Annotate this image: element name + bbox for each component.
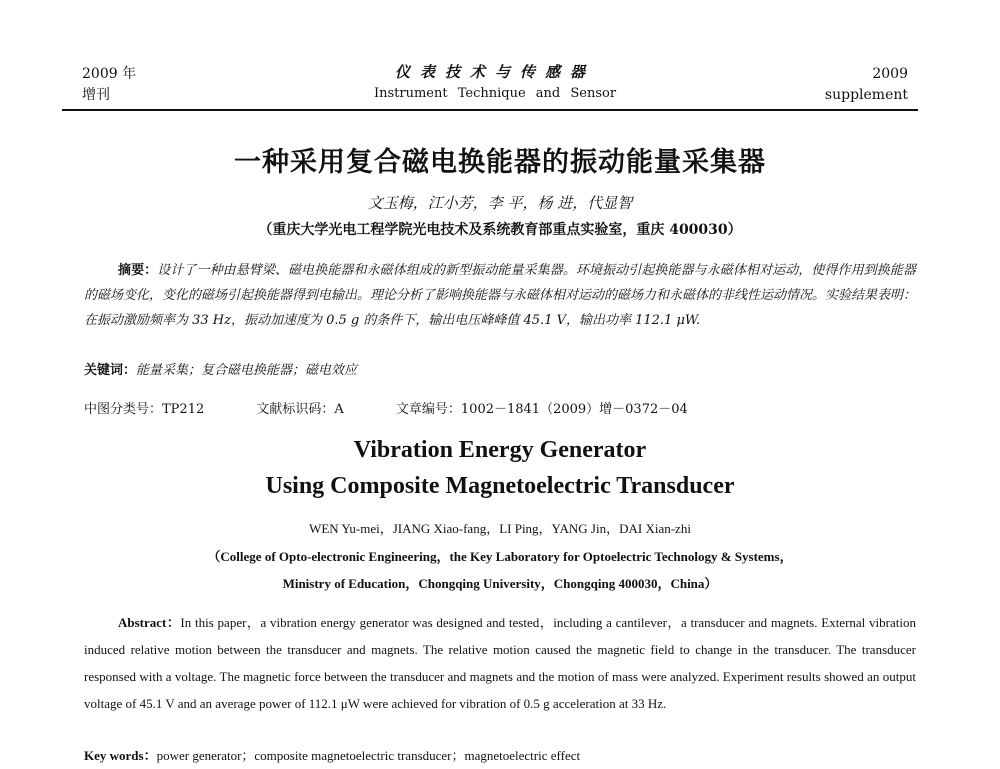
keywords-en-label: Key words： [84,748,157,763]
header-issue: 增刊 [82,87,110,103]
keywords-cn [84,358,916,383]
keywords-en-text: power generator；composite magnetoelectric transducer；magnetoelectric effect [156,748,581,763]
header-rule [62,109,918,111]
affiliation-en-line1: （College of Opto-electronic Engineering，the Key Laboratory for Optoelectric Technology & Systems， [207,549,793,564]
keywords-cn-label: 关键词： [84,363,137,378]
abstract-en-text: In this paper，a vibration energy generator was designed and tested，including a cantilever，a transducer and magnets. External vibration induced relative motion between the transducer and magnets. The relative motion caused the magnetic field to change in the transducer. The transducer responsed with a voltage. The magnetic force between the transducer and magnets and the motion of mass were analyzed. Experiment results showed an output voltage of 45.1 V and an average power of 112.1 μW were achieved for vibration of 0.5 g acceleration at 33 Hz. [84,615,916,711]
header-year-right: 2009 [872,66,908,82]
document-code: 文献标识码：A [256,402,344,417]
abstract-en-label: Abstract： [118,615,181,630]
title-en-line1: Vibration Energy Generator [353,437,647,463]
abstract-cn-text: 设计了一种由悬臂梁、磁电换能器和永磁体组成的新型振动能量采集器。环境振动引起换能器与永磁体相对运动，使得作用到换能器的磁场变化，变化的磁场引起换能器得到电输出。理论分析了影响换能器与永磁体相对运动的磁场力和永磁体的非线性运动情况。实验结果表明：在振动激励频率为 33 Hz，振动加速度为 0.5 g 的条件下，输出电压峰峰值 45.1 V，输出功率 112.1 μW. [84,263,917,328]
keywords-cn-text: 能量采集；复合磁电换能器；磁电效应 [136,363,358,378]
running-header [82,58,908,108]
authors-en: WEN Yu-mei，JIANG Xiao-fang，LI Ping，YANG Jin，DAI Xian-zhi [309,521,691,536]
title-en-line2: Using Composite Magnetoelectric Transducer [265,473,735,499]
affiliation-en-line2: Ministry of Education，Chongqing University，Chongqing 400030，China） [282,576,718,591]
affiliation-cn: （重庆大学光电工程学院光电技术及系统教育部重点实验室，重庆 400030） [258,222,742,238]
abstract-cn-label: 摘要： [118,263,158,278]
classification-line [84,398,688,417]
journal-name-en: Instrument Technique and Sensor [373,86,617,101]
journal-name-cn: 仪表技术与传感器 [394,63,595,81]
keywords-en [84,742,916,769]
affiliation-en [0,543,1000,597]
authors-cn: 文玉梅，江小芳，李 平，杨 进，代显智 [367,194,633,212]
title-en [0,432,1000,504]
title-cn: 一种采用复合磁电换能器的振动能量采集器 [234,147,766,178]
abstract-cn [84,258,916,333]
abstract-en [84,609,916,717]
header-year: 2009 年 [82,66,137,82]
header-journal [82,62,908,103]
header-issue-right: supplement [824,87,908,103]
article-number: 文章编号：1002－1841（2009）增－0372－04 [395,402,688,417]
clc-number: 中图分类号：TP212 [84,402,205,417]
header-right [825,64,908,106]
